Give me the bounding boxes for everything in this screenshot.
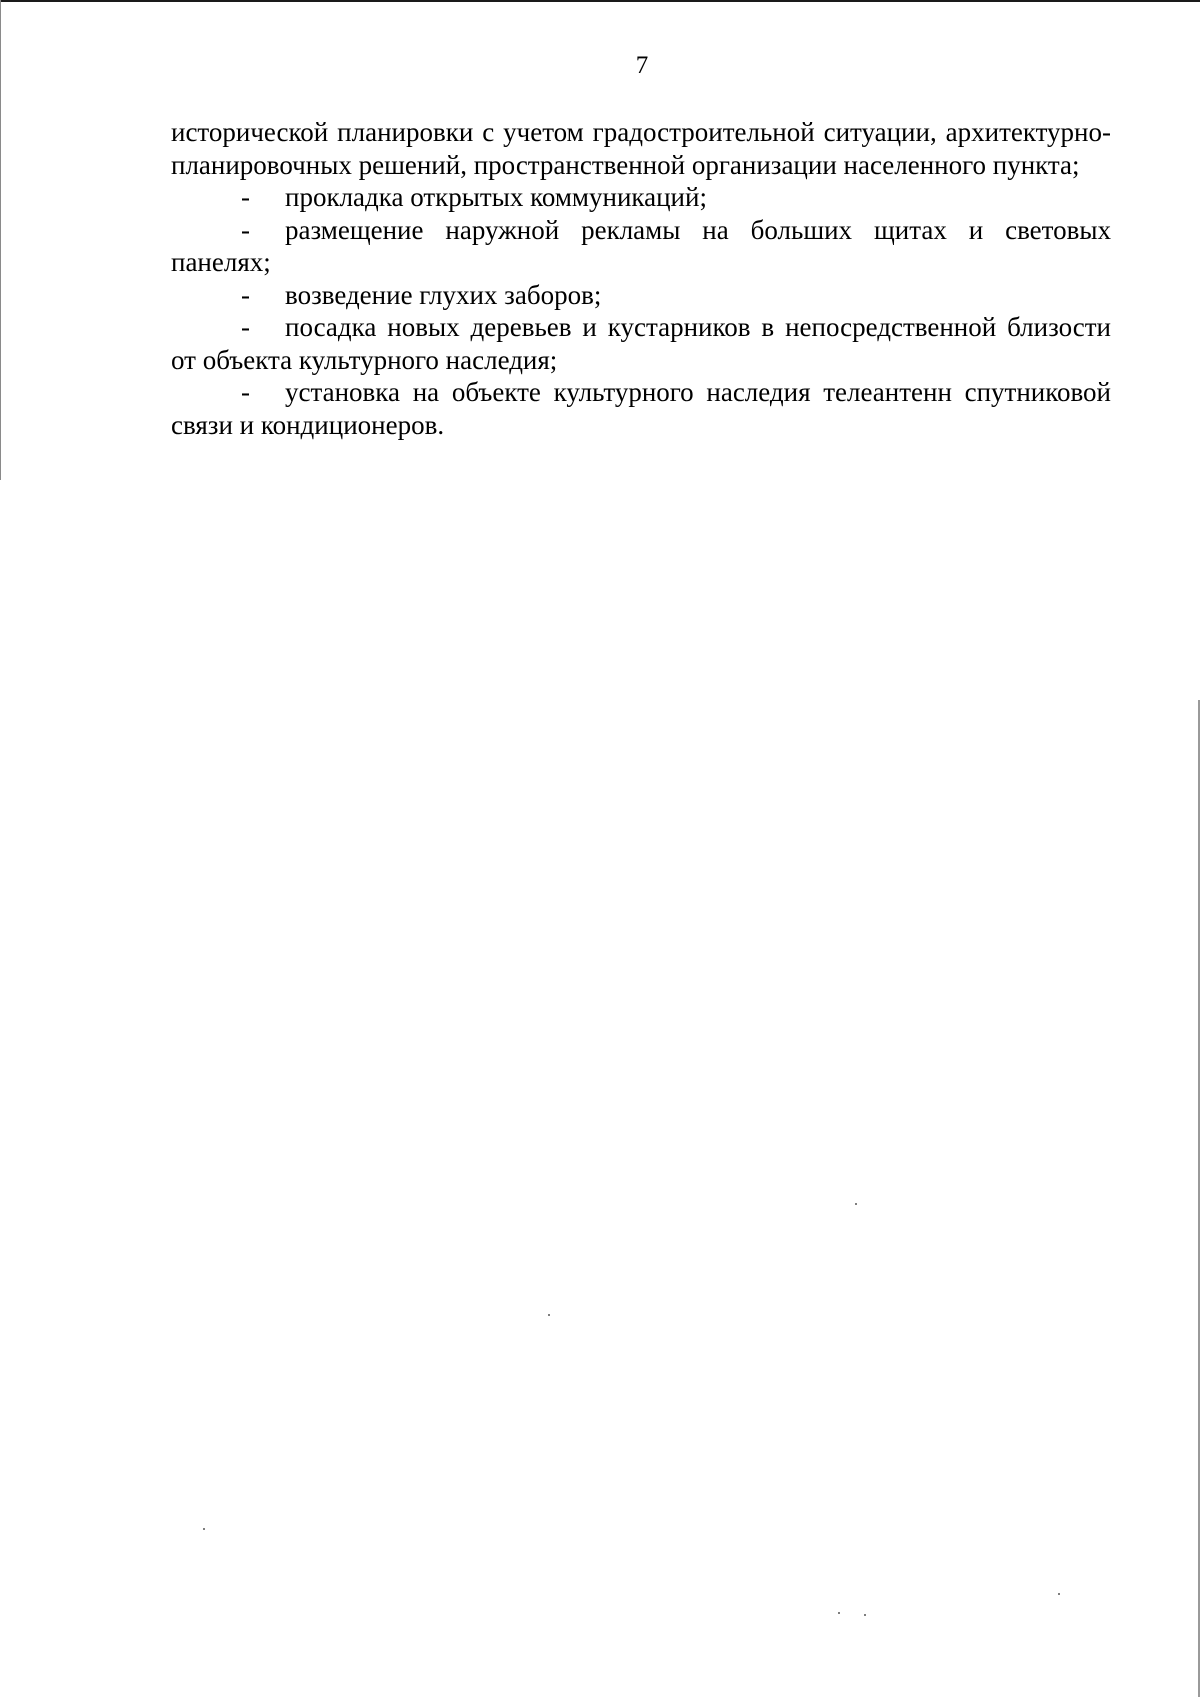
dash-marker: - [241,312,250,342]
page-number: 7 [635,52,649,79]
list-item-text: прокладка открытых коммуникаций; [285,182,707,212]
dash-marker: - [241,214,250,245]
dash-marker: - [241,279,250,310]
scan-speck [203,1528,205,1530]
list-item-text: размещение наружной рекламы на больших щитах и световых панелях; [171,214,1111,277]
dash-marker: - [241,182,250,212]
paragraph-text: исторической планировки с учетом градостроительной ситуации, архитектурно-планировочных решений, пространственной организации населенного пункта; [171,117,1111,180]
list-item-text: посадка новых деревьев и кустарников в непосредственной близости от объекта культурного наследия; [171,312,1111,375]
body-text [171,116,1111,441]
scan-edge-top [0,0,1200,2]
scan-speck [838,1612,840,1614]
list-item-text: установка на объекте культурного наследия телеантенн спутниковой связи и кондиционеров. [171,377,1111,440]
scan-speck [855,1203,857,1205]
list-item [171,214,1111,279]
list-item [171,181,1111,214]
list-item [171,279,1111,312]
dash-marker: - [241,377,250,407]
list-item [171,311,1111,376]
paragraph-continuation [171,116,1111,181]
scan-speck [1058,1593,1060,1595]
scan-speck [548,1314,550,1316]
list-item-text: возведение глухих заборов; [285,279,602,310]
list-item [171,376,1111,441]
scan-speck [864,1614,866,1616]
